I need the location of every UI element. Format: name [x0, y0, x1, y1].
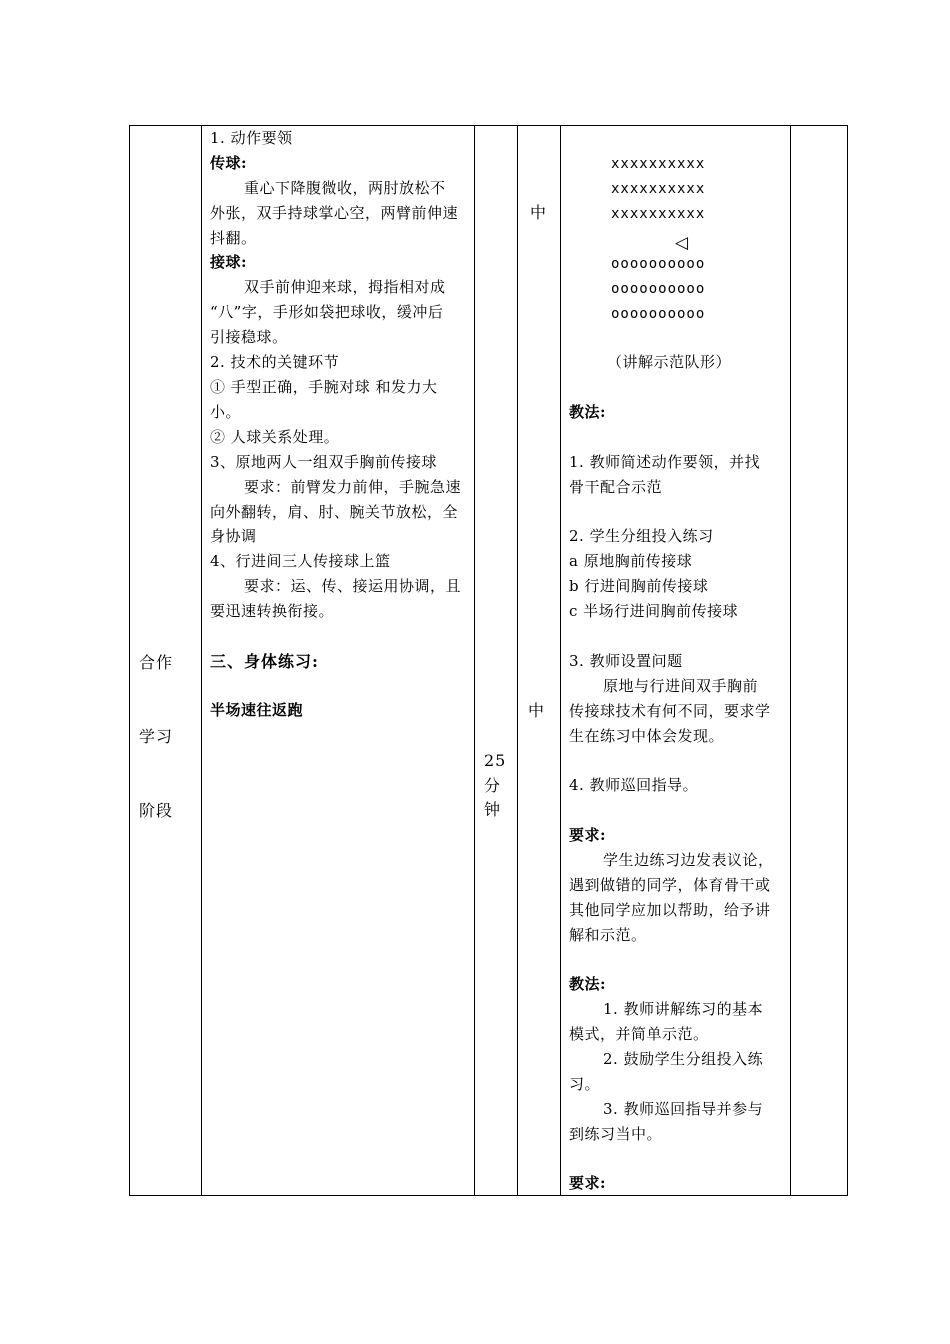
content-line: 1. 动作要领 [210, 129, 293, 147]
formation-row-o: oooooooooo [611, 256, 706, 272]
section-heading: 三、身体练习: [210, 652, 319, 671]
content-line: 抖翻。 [210, 229, 257, 247]
content-line: 3、原地两人一组双手胸前传接球 [210, 453, 438, 471]
time-unit-2: 钟 [484, 800, 502, 819]
method-line: 学生边练习边发表议论， [603, 851, 774, 869]
method-line: 解和示范。 [569, 926, 647, 944]
teacher-triangle-icon: ◁ [675, 233, 689, 253]
method-line: 1. 教师简述动作要领，并找 [569, 453, 761, 471]
content-cell [202, 126, 475, 1196]
content-line: 外张，双手持球掌心空，两臂前伸速 [210, 204, 459, 222]
method-heading: 教法: [569, 403, 607, 421]
method-line: c 半场行进间胸前传接球 [569, 602, 739, 620]
method-line: 生在练习中体会发现。 [569, 727, 725, 745]
intensity-mid: 中 [528, 701, 546, 720]
content-subheading: 接球: [210, 253, 248, 271]
time-cell [475, 126, 518, 1196]
content-line: 要求：运、传、接运用协调，且 [244, 577, 462, 595]
method-line: 骨干配合示范 [569, 478, 663, 496]
requirement-heading: 要求: [569, 1174, 607, 1192]
content-line: 要求：前臂发力前伸，手腕急速 [244, 478, 462, 496]
content-line: 要迅速转换衔接。 [210, 602, 335, 620]
intensity-top: 中 [530, 203, 548, 222]
exercise-title: 半场速往返跑 [210, 701, 304, 719]
formation-row-x: xxxxxxxxxx [611, 156, 706, 172]
formation-caption: （讲解示范队形） [607, 353, 732, 371]
method-line: 模式，并简单示范。 [569, 1025, 709, 1043]
formation-row-o: oooooooooo [611, 281, 706, 297]
method-line: 其他同学应加以帮助，给予讲 [569, 901, 771, 919]
content-line: 向外翻转，肩、肘、腕关节放松，全 [210, 503, 459, 521]
method-line: 1. 教师讲解练习的基本 [603, 1000, 764, 1018]
content-line: 4、行进间三人传接球上篮 [210, 552, 391, 570]
stage-line-2: 学习 [139, 727, 174, 746]
content-line: 身协调 [210, 527, 257, 545]
lesson-plan-table [129, 125, 848, 1196]
content-line: 双手前伸迎来球，拇指相对成 [244, 278, 446, 296]
content-subheading: 传球: [210, 154, 248, 172]
requirement-heading: 要求: [569, 826, 607, 844]
method-line: 3. 教师巡回指导并参与 [603, 1100, 764, 1118]
notes-content [791, 126, 847, 1195]
content-line: ① 手型正确，手腕对球 和发力大 [210, 378, 438, 396]
method-heading: 教法: [569, 975, 607, 993]
content-line: “八”字，手形如袋把球收，缓冲后 [210, 303, 444, 321]
method-cell [561, 126, 791, 1196]
method-line: 2. 学生分组投入练习 [569, 527, 714, 545]
content-line: ② 人球关系处理。 [210, 428, 340, 446]
method-line: 传接球技术有何不同，要求学 [569, 702, 771, 720]
method-line: 习。 [569, 1075, 601, 1093]
notes-cell [791, 126, 848, 1196]
method-line: 到练习当中。 [569, 1125, 663, 1143]
formation-row-x: xxxxxxxxxx [611, 206, 706, 222]
formation-row-x: xxxxxxxxxx [611, 181, 706, 197]
content-line: 小。 [210, 403, 242, 421]
method-line: b 行进间胸前传接球 [569, 577, 709, 595]
stage-line-3: 阶段 [139, 801, 174, 820]
content-line: 引接稳球。 [210, 328, 288, 346]
method-line: 3. 教师设置问题 [569, 652, 683, 670]
method-line: 2. 鼓励学生分组投入练 [603, 1050, 764, 1068]
method-line: 原地与行进间双手胸前 [603, 677, 759, 695]
content-line: 2. 技术的关键环节 [210, 353, 340, 371]
method-line: a 原地胸前传接球 [569, 552, 693, 570]
formation-row-o: oooooooooo [611, 306, 706, 322]
stage-cell [130, 126, 202, 1196]
intensity-cell [518, 126, 561, 1196]
time-number: 25 [484, 751, 507, 770]
stage-line-1: 合作 [139, 653, 174, 672]
method-line: 4. 教师巡回指导。 [569, 776, 699, 794]
method-line: 遇到做错的同学，体育骨干或 [569, 876, 771, 894]
time-unit-1: 分 [484, 776, 502, 795]
content-line: 重心下降腹微收，两肘放松不 [244, 179, 446, 197]
